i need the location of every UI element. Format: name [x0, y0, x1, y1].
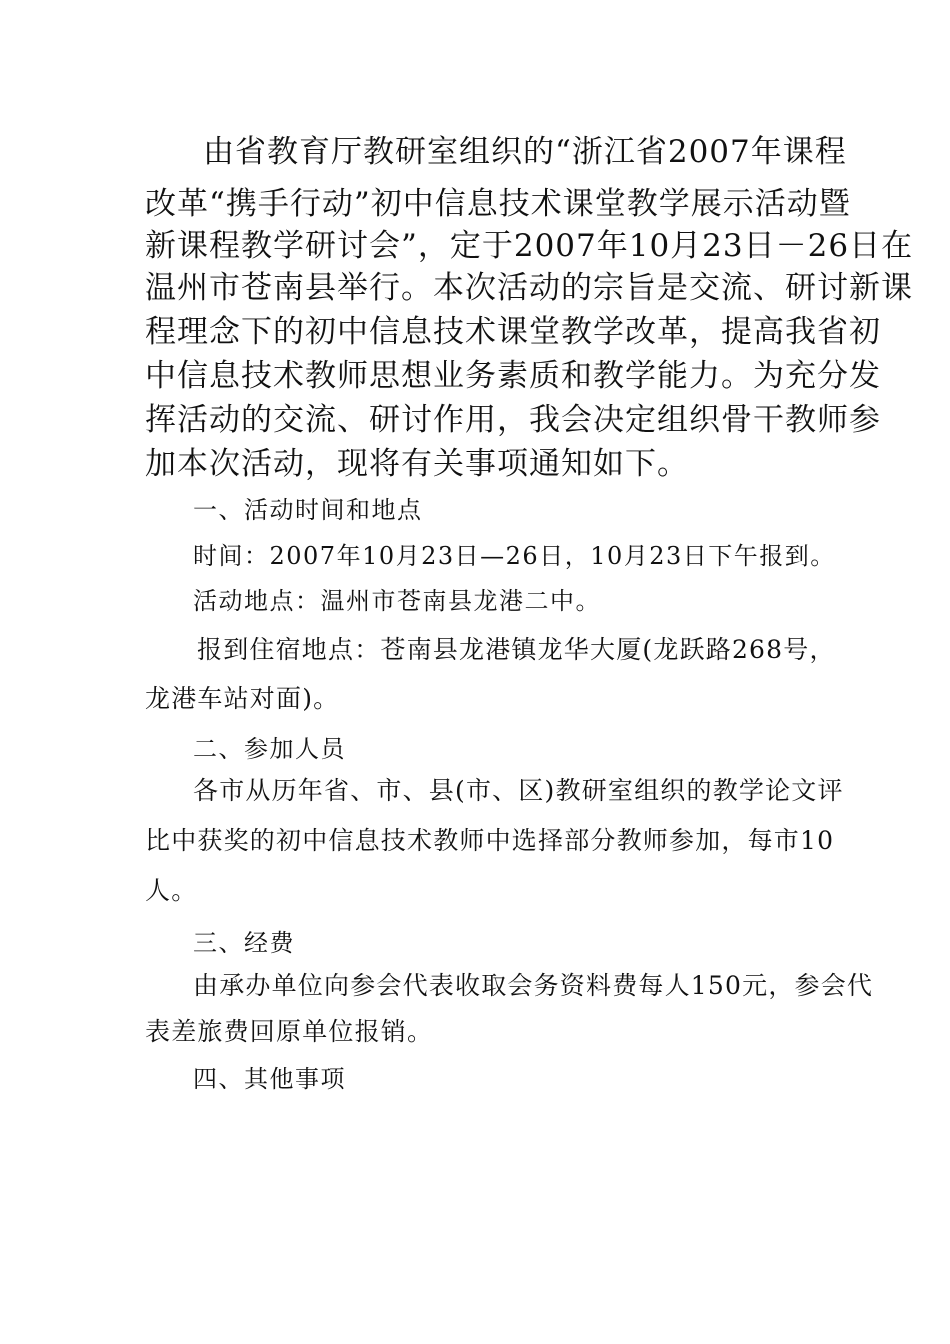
section2-line-2: 比中获奖的初中信息技术教师中选择部分教师参加，每市10: [145, 826, 835, 855]
intro-line-5: 程理念下的初中信息技术课堂教学改革，提高我省初: [145, 314, 881, 350]
section1-lodging-line-2: 龙港车站对面)。: [145, 684, 340, 713]
intro-line-2: 改革“携手行动”初中信息技术课堂教学展示活动暨: [145, 186, 851, 222]
intro-line-4: 温州市苍南县举行。本次活动的宗旨是交流、研讨新课: [145, 270, 913, 306]
section2-line-1: 各市从历年省、市、县(市、区)教研室组织的教学论文评: [193, 776, 844, 805]
intro-line-8: 加本次活动，现将有关事项通知如下。: [145, 446, 689, 482]
section1-venue: 活动地点：温州市苍南县龙港二中。: [193, 587, 601, 615]
section3-heading: 三、经费: [193, 929, 295, 957]
section4-heading: 四、其他事项: [193, 1065, 346, 1093]
section3-line-2: 表差旅费回原单位报销。: [145, 1017, 434, 1046]
section1-lodging-line-1: 报到住宿地点：苍南县龙港镇龙华大厦(龙跃路268号，: [197, 635, 836, 664]
section2-heading: 二、参加人员: [193, 735, 346, 763]
section3-line-1: 由承办单位向参会代表收取会务资料费每人150元，参会代: [193, 971, 874, 1000]
section2-line-3: 人。: [145, 876, 198, 905]
intro-line-3: 新课程教学研讨会”，定于2007年10月23日－26日在: [145, 228, 914, 264]
section1-time: 时间：2007年10月23日—26日，10月23日下午报到。: [193, 542, 836, 570]
intro-line-1: 由省教育厅教研室组织的“浙江省2007年课程: [203, 134, 847, 170]
intro-line-7: 挥活动的交流、研讨作用，我会决定组织骨干教师参: [145, 402, 881, 438]
section1-heading: 一、活动时间和地点: [193, 496, 423, 524]
intro-line-6: 中信息技术教师思想业务素质和教学能力。为充分发: [145, 358, 881, 394]
